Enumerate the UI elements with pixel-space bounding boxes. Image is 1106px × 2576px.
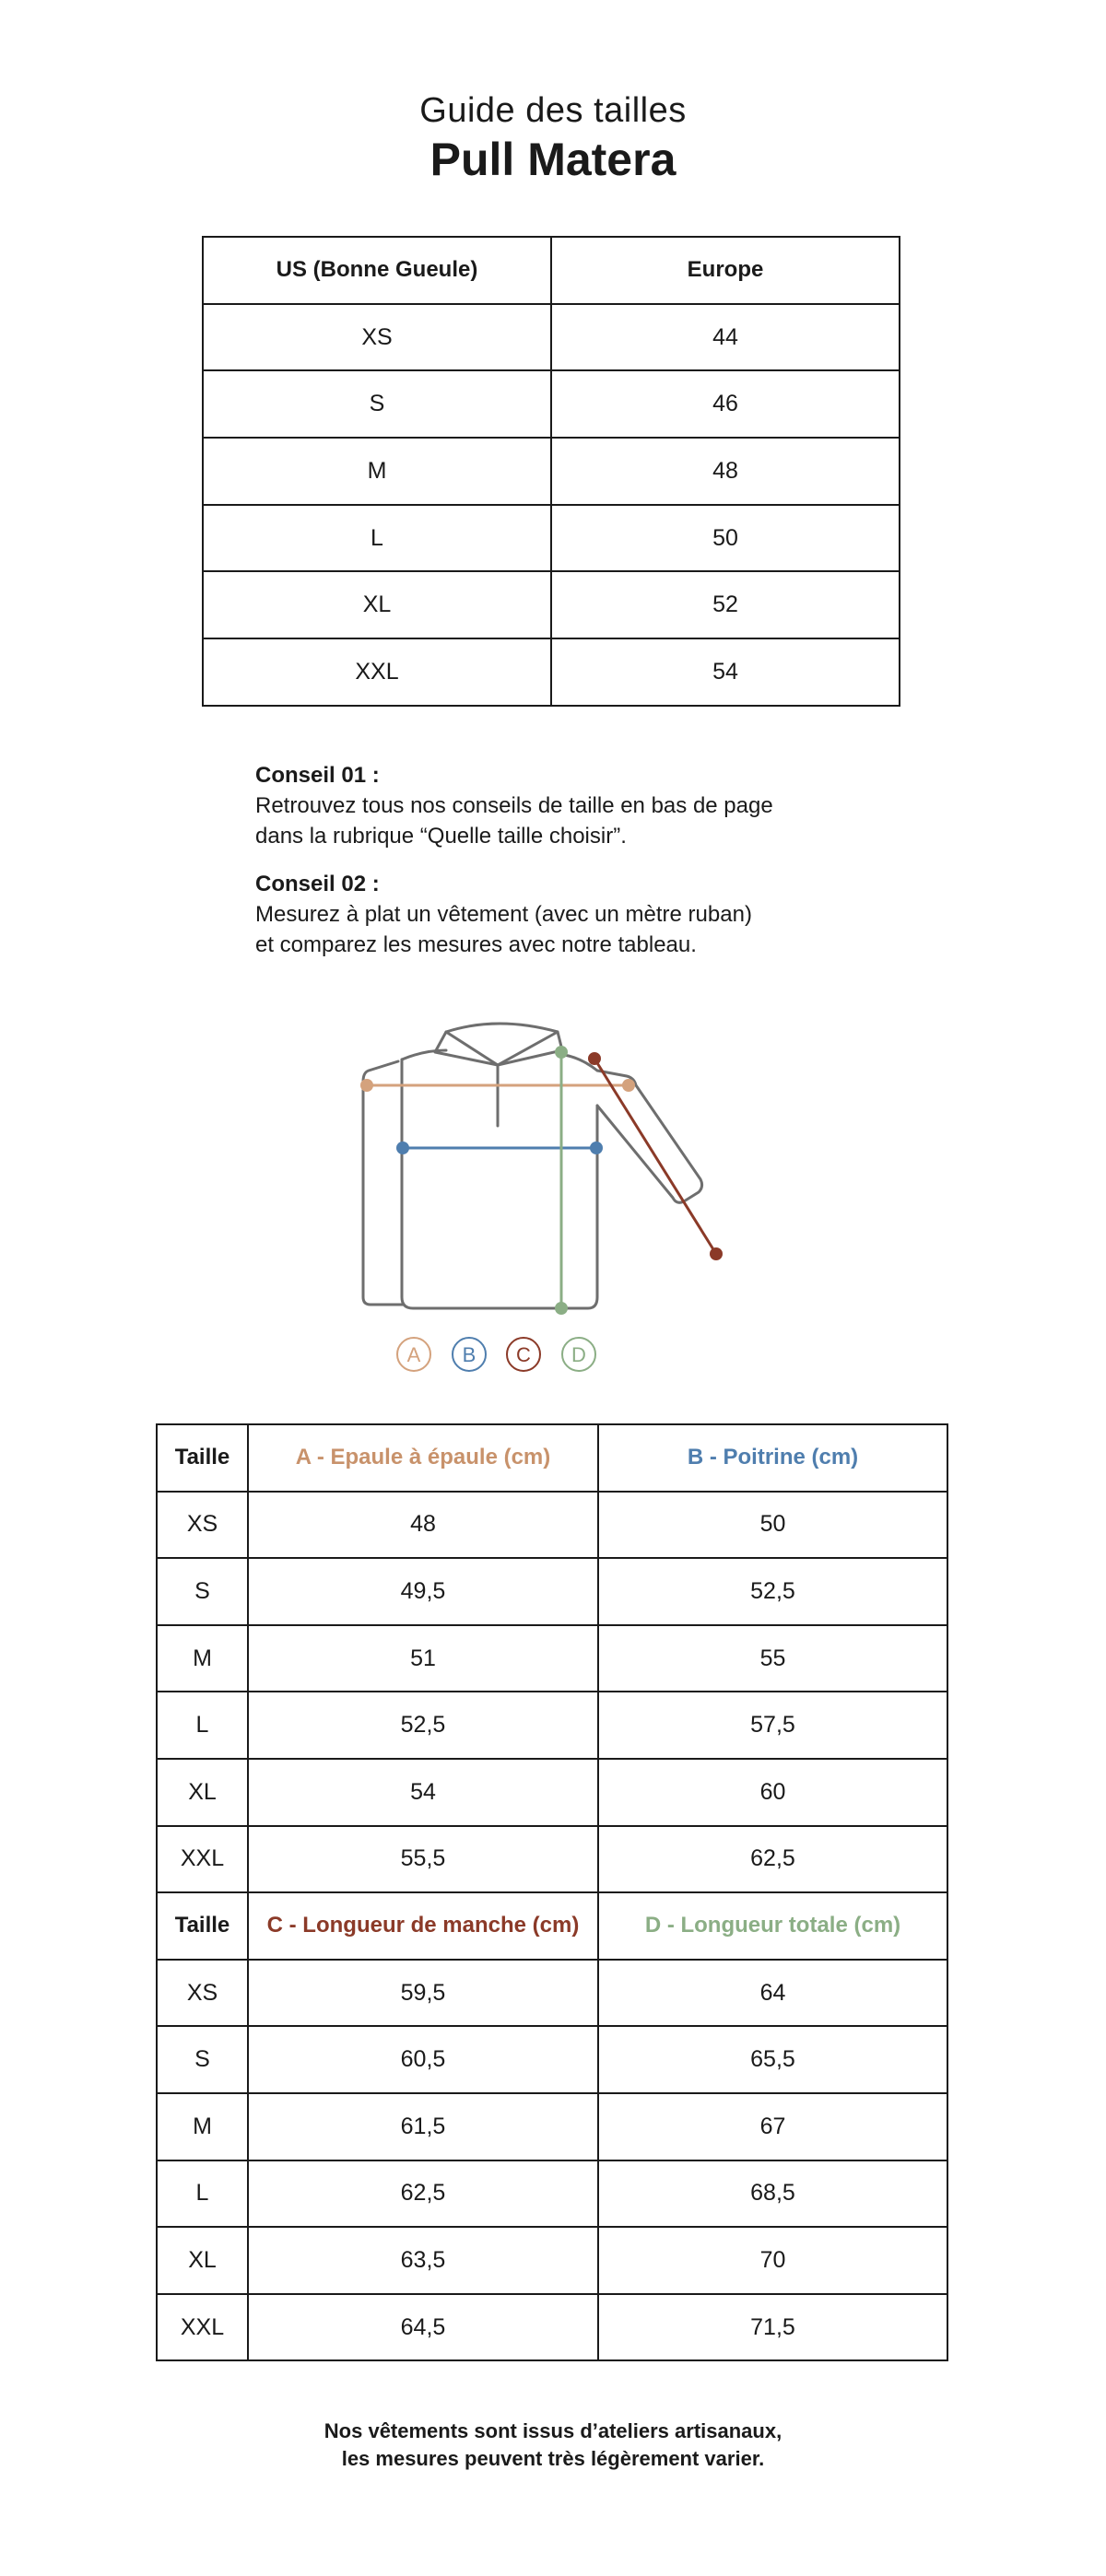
measure-legend bbox=[397, 1338, 595, 1371]
measure-c-line bbox=[594, 1059, 716, 1254]
advice-text-line: Retrouvez tous nos conseils de taille en bas de page bbox=[255, 793, 773, 818]
header-shoulder-width: A - Epaule à épaule (cm) bbox=[248, 1424, 598, 1492]
footer-note bbox=[0, 2418, 1106, 2473]
size-cell: M bbox=[157, 2093, 248, 2160]
length-cell: 68,5 bbox=[598, 2160, 947, 2228]
table-row bbox=[203, 505, 900, 572]
chest-cell: 52,5 bbox=[598, 1558, 947, 1625]
advice-heading: Conseil 02 : bbox=[255, 872, 380, 896]
measure-b-dot bbox=[396, 1142, 409, 1154]
chest-cell: 62,5 bbox=[598, 1826, 947, 1893]
page-subtitle: Guide des tailles bbox=[419, 91, 687, 130]
table-row bbox=[157, 1759, 947, 1826]
sleeve-cell: 60,5 bbox=[248, 2026, 598, 2093]
header-chest: B - Poitrine (cm) bbox=[598, 1424, 947, 1492]
table-row bbox=[203, 438, 900, 505]
chest-cell: 55 bbox=[598, 1625, 947, 1692]
table-row bbox=[203, 571, 900, 638]
advice-block-2 bbox=[255, 869, 900, 960]
measure-a-dot bbox=[360, 1079, 373, 1092]
sweater-measurement-diagram bbox=[350, 1004, 756, 1382]
legend-a-label: A bbox=[406, 1343, 421, 1366]
table-row bbox=[157, 1826, 947, 1893]
table-row bbox=[157, 1960, 947, 2027]
length-cell: 64 bbox=[598, 1960, 947, 2027]
shoulder-cell: 54 bbox=[248, 1759, 598, 1826]
header-sleeve-length: C - Longueur de manche (cm) bbox=[248, 1892, 598, 1960]
table-header-row bbox=[157, 1424, 947, 1492]
length-cell: 71,5 bbox=[598, 2294, 947, 2361]
table-row bbox=[157, 2294, 947, 2361]
sleeve-cell: 64,5 bbox=[248, 2294, 598, 2361]
table-header-row bbox=[203, 237, 900, 304]
sleeve-cell: 62,5 bbox=[248, 2160, 598, 2228]
europe-size-cell: 52 bbox=[551, 571, 900, 638]
header-europe-size: Europe bbox=[551, 237, 900, 304]
left-sleeve-outline bbox=[363, 1061, 404, 1305]
size-cell: S bbox=[157, 2026, 248, 2093]
size-cell: XS bbox=[157, 1960, 248, 2027]
chest-cell: 57,5 bbox=[598, 1692, 947, 1759]
size-cell: XXL bbox=[157, 1826, 248, 1893]
footer-line: Nos vêtements sont issus d’ateliers artisanaux, bbox=[324, 2419, 782, 2442]
collar-outline bbox=[435, 1024, 562, 1065]
size-cell: XS bbox=[157, 1492, 248, 1559]
length-cell: 67 bbox=[598, 2093, 947, 2160]
table-row bbox=[157, 2160, 947, 2228]
europe-size-cell: 54 bbox=[551, 638, 900, 706]
page-header bbox=[0, 88, 1106, 185]
advice-block-1 bbox=[255, 760, 900, 851]
advice-text-line: dans la rubrique “Quelle taille choisir”. bbox=[255, 824, 627, 849]
table-row bbox=[157, 1625, 947, 1692]
us-size-cell: M bbox=[203, 438, 551, 505]
legend-b-label: B bbox=[462, 1343, 477, 1366]
header-us-size: US (Bonne Gueule) bbox=[203, 237, 551, 304]
table-row bbox=[157, 1558, 947, 1625]
shoulder-cell: 52,5 bbox=[248, 1692, 598, 1759]
size-cell: M bbox=[157, 1625, 248, 1692]
table-row bbox=[157, 2227, 947, 2294]
measurement-table bbox=[156, 1423, 948, 2361]
table-row bbox=[157, 1492, 947, 1559]
measure-c-dot bbox=[588, 1052, 601, 1065]
sleeve-cell: 59,5 bbox=[248, 1960, 598, 2027]
us-size-cell: L bbox=[203, 505, 551, 572]
collar-inner-outline bbox=[446, 1032, 558, 1065]
size-cell: XL bbox=[157, 1759, 248, 1826]
chest-cell: 60 bbox=[598, 1759, 947, 1826]
header-size: Taille bbox=[157, 1892, 248, 1960]
table-header-row bbox=[157, 1892, 947, 1960]
table-row bbox=[157, 2026, 947, 2093]
body-outline bbox=[402, 1060, 597, 1308]
advice-text-line: Mesurez à plat un vêtement (avec un mètre ruban) bbox=[255, 902, 752, 927]
measure-a-dot bbox=[622, 1079, 635, 1092]
size-cell: L bbox=[157, 1692, 248, 1759]
europe-size-cell: 46 bbox=[551, 370, 900, 438]
measure-d-dot bbox=[555, 1302, 568, 1315]
us-size-cell: XXL bbox=[203, 638, 551, 706]
table-row bbox=[157, 2093, 947, 2160]
us-size-cell: XL bbox=[203, 571, 551, 638]
measure-b-dot bbox=[590, 1142, 603, 1154]
header-total-length: D - Longueur totale (cm) bbox=[598, 1892, 947, 1960]
length-cell: 65,5 bbox=[598, 2026, 947, 2093]
europe-size-cell: 44 bbox=[551, 304, 900, 371]
shoulder-cell: 55,5 bbox=[248, 1826, 598, 1893]
us-size-cell: XS bbox=[203, 304, 551, 371]
legend-c-label: C bbox=[516, 1343, 531, 1366]
shoulder-outline bbox=[402, 1050, 597, 1071]
footer-line: les mesures peuvent très légèrement varier. bbox=[341, 2447, 765, 2470]
europe-size-cell: 50 bbox=[551, 505, 900, 572]
size-cell: XXL bbox=[157, 2294, 248, 2361]
header-size: Taille bbox=[157, 1424, 248, 1492]
shoulder-cell: 51 bbox=[248, 1625, 598, 1692]
table-row bbox=[203, 638, 900, 706]
us-size-cell: S bbox=[203, 370, 551, 438]
size-cell: L bbox=[157, 2160, 248, 2228]
shoulder-cell: 49,5 bbox=[248, 1558, 598, 1625]
sleeve-cell: 61,5 bbox=[248, 2093, 598, 2160]
shoulder-cell: 48 bbox=[248, 1492, 598, 1559]
table-row bbox=[157, 1692, 947, 1759]
measure-c-dot bbox=[710, 1247, 723, 1260]
table-row bbox=[203, 370, 900, 438]
legend-d-label: D bbox=[571, 1343, 586, 1366]
europe-size-cell: 48 bbox=[551, 438, 900, 505]
measure-d-dot bbox=[555, 1046, 568, 1059]
size-cell: XL bbox=[157, 2227, 248, 2294]
sweater-outline bbox=[363, 1024, 702, 1308]
page-title: Pull Matera bbox=[429, 134, 677, 185]
size-conversion-table bbox=[202, 236, 900, 707]
advice-text-line: et comparez les mesures avec notre tableau. bbox=[255, 932, 697, 957]
length-cell: 70 bbox=[598, 2227, 947, 2294]
chest-cell: 50 bbox=[598, 1492, 947, 1559]
sleeve-cell: 63,5 bbox=[248, 2227, 598, 2294]
advice-heading: Conseil 01 : bbox=[255, 763, 380, 788]
table-row bbox=[203, 304, 900, 371]
size-cell: S bbox=[157, 1558, 248, 1625]
